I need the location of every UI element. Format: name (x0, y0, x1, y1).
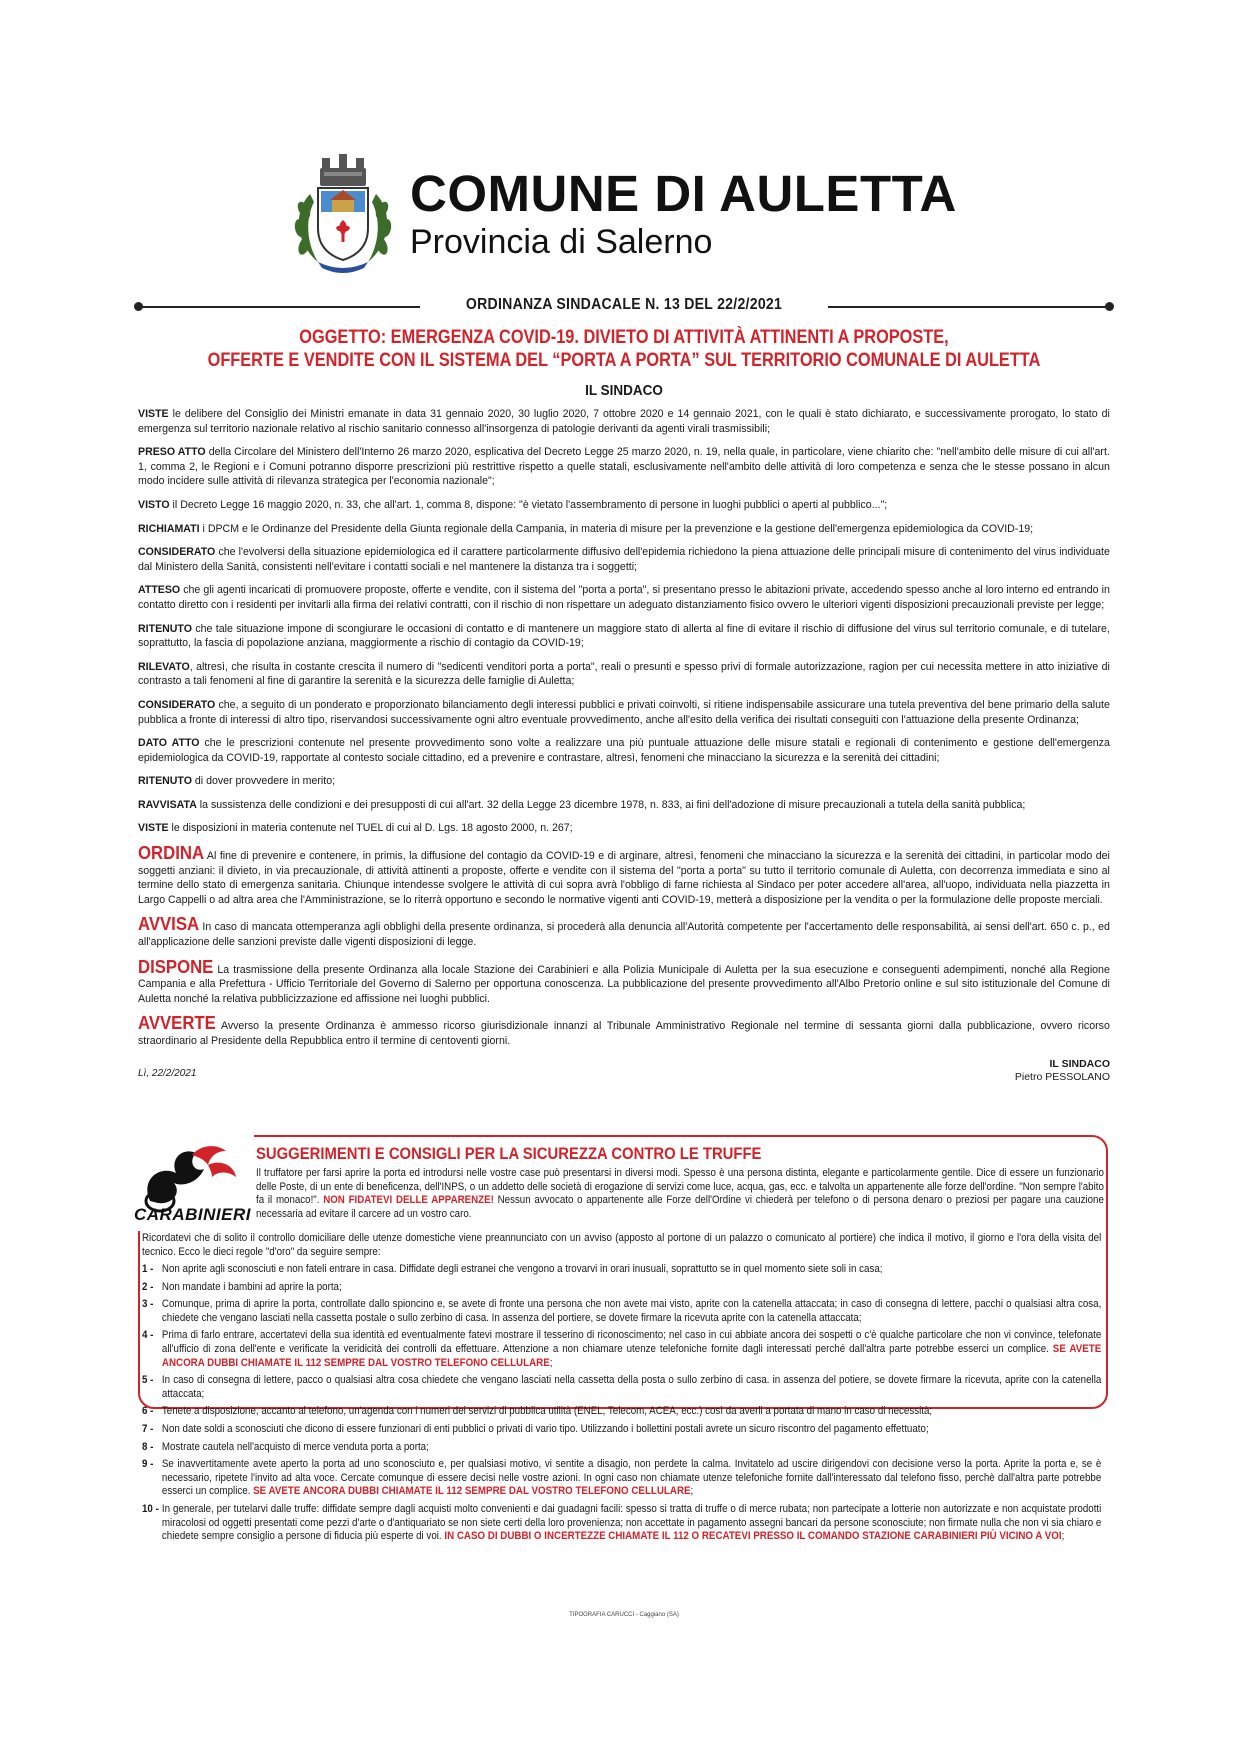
premise-paragraph: CONSIDERATO che, a seguito di un ponderato e proporzionato bilanciamento degli interessi pubblici e privati coinvolti, si ritiene indispensabile assicurare una tutela preventiva del bene primario della salute pubblica a fronte di interessi di altro tipo, riservandosi successivamente ogni altro eventuale provvedimento, anche all'esito della verifica dei risultati conseguiti con l'attuazione della presente Ordinanza; (138, 698, 1110, 726)
premise-paragraph: VISTE le delibere del Consiglio dei Ministri emanate in data 31 gennaio 2020, 30 luglio 2020, 7 ottobre 2020 e 14 gennaio 2021, con le quali è stato dichiarato, e successivamente prorogato, lo stato di emergenza sul territorio nazionale relativo al rischio sanitario connesso all'insorgenza di patologie derivanti da agenti virali trasmissibili; (138, 408, 1110, 435)
premise-paragraph: ATTESO che gli agenti incaricati di promuovere proposte, offerte e vendite, con il sistema del "porta a porta", si presentano presso le abitazioni private, accedendo spesso anche al loro interno ed entrando in contatto diretto con i residenti per invitarli alla firma dei relativi contratti, con il rischio di non rispettare un adeguato distanziamento fisico ovvero le ulteriori vigenti disposizioni precauzionali previste per legge; (138, 584, 1110, 611)
subject (206, 326, 1042, 372)
premise-paragraph: VISTO il Decreto Legge 16 maggio 2020, n. 33, che all'art. 1, comma 8, dispone: "è vietato l'assembramento di persone in luoghi pubblici o aperti al pubblico..."; (138, 498, 888, 511)
ordinance-number-line (138, 296, 1110, 318)
premise-paragraph: RICHIAMATI i DPCM e le Ordinanze del Presidente della Giunta regionale della Campania, in materia di misure per la prevenzione e la gestione dell'emergenza epidemiologica da COVID-19; (138, 522, 1034, 535)
premise-paragraph: VISTE le disposizioni in materia contenute nel TUEL di cui al D. Lgs. 18 agosto 2000, n. 267; (138, 822, 573, 835)
title-block (410, 165, 957, 261)
golden-rules-list (142, 1263, 1101, 1548)
order-avvisa: AVVISA In caso di mancata ottemperanza agli obblighi della presente ordinanza, si procederà alla denuncia all'Autorità competente per l'accertamento delle responsabilità, ai sensi dell'art. 650 c. p., ed all'applicazione delle sanzioni previste dalle vigenti disposizioni di legge. (138, 914, 1110, 949)
divider-dot-left (134, 302, 143, 311)
advice-intro: Il truffatore per farsi aprire la porta ed introdursi nelle vostre case può presentarsi in diversi modi. Spesso è una persona distinta, elegante e particolarmente gentile. Dice di essere un funzionario delle Poste, di un ente di beneficenza, dell'INPS, o un addetto delle società di erogazione di servizi come luce, acqua, gas, ecc. e talvolta un appartenente alle forze dell'ordine. "Non sempre l'abito fa il monaco!". NON FIDATEVI DELLE APPARENZE! Nessun avvocato o appartenente alle Forze dell'Ordine vi chiederà per telefono o di persona denaro o preziosi per pagare una cauzione necessaria ad evitare il carcere ad un vostro caro. (256, 1167, 1104, 1220)
anti-fraud-advice-box (134, 1135, 1106, 1543)
signature-name: Pietro PESSOLANO (1014, 1070, 1110, 1083)
order-ordina: ORDINA Al fine di prevenire e contenere, in primis, la diffusione del contagio da COVID-19 e di arginare, altresì, fenomeni che minacciano la sicurezza e la serenità dei cittadini, in particolar modo dei soggetti anziani: il divieto, in via precauzionale, di attività attinenti a proposte, offerte e vendite con il sistema del "porta a porta" su tutto il territorio comunale di Auletta, con decorrenza immediata e sino al termine dello stato di emergenza sanitaria. Chiunque intendesse svolgere le attività di cui sopra avrà l'obbligo di farne richiesta al Sindaco per poter accedere all'area, all'uopo, individuata nella piazzetta in Largo Cappelli o ad altra area che l'Amministrazione, se lo riterrà opportuno e secondo le normative vigenti anti COVID-19, metterà a disposizione per la vendita o per la formulazione delle proposte merciali. (138, 843, 1110, 906)
subject-line-2: OFFERTE E VENDITE CON IL SISTEMA DEL “PORTA A PORTA” SUL TERRITORIO COMUNALE DI AULETTA (207, 350, 1041, 371)
list-item: 10 - In generale, per tutelarvi dalle truffe: diffidate sempre dagli acquisti molto convenienti e dai guadagni facili: spesso si tratta di truffe o di merce rubata; non partecipate a lotterie non autorizzate e non acquistate prodotti miracolosi od oggetti presentati come pezzi d'arte o d'antiquariato se non siete certi della loro provenienza; non accettate in pagamento assegni bancari da persone sconosciute; non firmate nulla che non vi sia chiaro e chiedete sempre consiglio a persone di fiducia più esperte di voi. IN CASO DI DUBBI O INCERTEZZE CHIAMATE IL 112 O RECATEVI PRESSO IL COMANDO STAZIONE CARABINIERI PIÙ VICINO A VOI; (142, 1502, 1102, 1543)
header (138, 150, 1110, 300)
list-item: 3 - Comunque, prima di aprire la porta, controllate dallo spioncino e, se avete di fronte una persona che non avete mai visto, aprite con la catenella attaccata; in caso di consegna di lettere, pacchi o qualsiasi altra cosa, chiedete che vengano lasciati nella cassetta postale o sullo zerbino di casa. In assenza del portiere, se dovete firmare la ricevuta aprite con la catenella attaccata; (142, 1298, 1102, 1324)
premise-paragraph: RAVVISATA la sussistenza delle condizioni e dei presupposti di cui all'art. 32 della Legge 23 dicembre 1978, n. 833, ai fini dell'adozione di misure precauzionali a tutela della sanità pubblica; (138, 798, 1026, 811)
order-dispone: DISPONE La trasmissione della presente Ordinanza alla locale Stazione dei Carabinieri e alla Polizia Municipale di Auletta per la sua esecuzione e conseguenti adempimenti, nonché alla Regione Campania e alla Prefettura - Ufficio Territoriale del Governo di Salerno per opportuna conoscenza. La pubblicazione del presente provvedimento all'Albo Pretorio online e sul sito istituzionale del Comune di Auletta nonché la relativa pubblicizzazione ed affissione nei luoghi pubblici. (138, 956, 1110, 1005)
premise-paragraph: DATO ATTO che le prescrizioni contenute nel presente provvedimento sono volte a realizzare una più puntuale attuazione delle misure statali e regionali di contenimento e gestione dell'emergenza epidemiologica da COVID-19, rapportate al contesto sociale cittadino, ed a prevenire e contrastare, altresì, fenomeni che minacciano la sicurezza e la serenità dei cittadini; (138, 737, 1110, 764)
municipal-crest-icon (288, 150, 398, 278)
carabinieri-logo-text: CARABINIERI (134, 1205, 251, 1224)
list-item: 7 - Non date soldi a sconosciuti che dicono di essere funzionari di enti pubblici o privati di vario tipo. Utilizzando i bollettini postali avrete un sicuro riscontro del pagamento effettuato; (142, 1422, 929, 1435)
signature-date: Lì, 22/2/2021 (138, 1067, 197, 1079)
page-title: COMUNE DI AULETTA (410, 165, 957, 222)
signature-row (138, 1058, 1110, 1086)
premise-paragraph: PRESO ATTO della Circolare del Ministero dell'Interno 26 marzo 2020, esplicativa del Decreto Legge 25 marzo 2020, n. 19, nella quale, in particolare, viene chiarito che: "nell'ambito delle misure di cui all'art. 1, comma 2, le Regioni e i Comuni potranno disporre prescrizioni più restrittive rispetto a quelle statali, esclusivamente nell'ambito delle attività di loro competenza e senza che le stesse possano in alcun modo incidere sulle attività di rilevanza strategica per l'economia nazionale"; (138, 446, 1110, 488)
ordinance-page (134, 150, 1110, 1618)
divider-dot-right (1105, 302, 1114, 311)
order-avverte: AVVERTE Avverso la presente Ordinanza è ammesso ricorso giurisdizionale innanzi al Tribunale Amministrativo Regionale nel termine di sessanta giorni dalla pubblicazione, ovvero ricorso straordinario al Presidente della Repubblica entro il termine di centoventi giorni. (138, 1013, 1110, 1047)
premise-paragraph: CONSIDERATO che l'evolversi della situazione epidemiologica ed il carattere particolarmente diffusivo dell'epidemia richiedono la piena attuazione delle principali misure di contenimento del virus individuate dal Ministero della Sanità, consistenti nell'evitare i contatti sociali e nel mantenere la distanza tra i soggetti; (138, 546, 1110, 573)
subject-line-1: OGGETTO: EMERGENZA COVID-19. DIVIETO DI ATTIVITÀ ATTINENTI A PROPOSTE, (299, 327, 949, 348)
signature-title: IL SINDACO (1049, 1057, 1110, 1070)
list-item: 5 - In caso di consegna di lettere, pacco o qualsiasi altra cosa chiedete che vengano lasciati nella cassetta della posta o sullo zerbino di casa. in assenza del potiere, se dovete firmare la ricevuta, aprite con la catenella attaccata; (142, 1374, 1102, 1400)
list-item: 1 - Non aprite agli sconosciuti e non fateli entrare in casa. Diffidate degli estranei che vengono a trovarvi in orari inusuali, soprattutto se in quel momento siete soli in casa; (142, 1263, 883, 1275)
premise-paragraph: RITENUTO di dover provvedere in merito; (138, 775, 336, 788)
premise-paragraph: RITENUTO che tale situazione impone di scongiurare le occasioni di contatto e di mantenere un maggiore stato di allerta al fine di evitare il rischio di diffusione del virus sul territorio comunale, e di tutelare, soprattutto, la fascia di popolazione anziana, maggiormente a rischio di contagio da COVID-19; (138, 622, 1110, 650)
advice-title: SUGGERIMENTI E CONSIGLI PER LA SICUREZZA CONTRO LE TRUFFE (256, 1145, 762, 1163)
advice-preamble: Ricordatevi che di solito il controllo domiciliare delle utenze domestiche viene preannunciato con un avviso (apposto al portone di un palazzo o comunicato al portiere) che indica il motivo, il giorno e l'ora della visita del tecnico. Ecco le dieci regole "d'oro" da seguire sempre: (142, 1232, 1102, 1258)
divider-right (828, 306, 1110, 308)
page-subtitle: Provincia di Salerno (410, 223, 713, 261)
list-item: 6 - Tenete a disposizione, accanto al telefono, un'agenda con i numeri dei servizi di pubblica utilità (ENEL, Telecom, ACEA, ecc.) così da averli a portata di mano in caso di necessità; (142, 1405, 933, 1418)
list-item: 2 - Non mandate i bambini ad aprire la porta; (142, 1280, 342, 1293)
premise-paragraph: RILEVATO, altresì, che risulta in costante crescita il numero di "sedicenti venditori porta a porta", reali o presunti e spesso privi di formale autorizzazione, ragion per cui necessita mettere in atto iniziative di contrasto a tali fenomeni al fine di garantire la serenità e la sicurezza delle famiglie di Auletta; (138, 660, 1110, 688)
list-item: 9 - Se inavvertitamente avete aperto la porta ad uno sconosciuto e, per qualsiasi motivo, vi sentite a disagio, non perdete la calma. Invitatelo ad uscire dirigendovi con decisione verso la porta. Aprite la porta e, se è necessario, ripetete l'invito ad alta voce. Cercate comunque di essere decisi nelle vostre azioni. In ogni caso non chiamate utenze telefoniche fornite dall'interessato dal telefono fisso, perchè dall'altra parte potrebbe esserci un complice. SE AVETE ANCORA DUBBI CHIAMATE IL 112 SEMPRE DAL VOSTRO TELEFONO CELLULARE; (142, 1458, 1102, 1498)
ordinance-number: ORDINANZA SINDACALE N. 13 DEL 22/2/2021 (465, 296, 783, 313)
list-item: 8 - Mostrate cautela nell'acquisto di merce venduta porta a porta; (142, 1440, 429, 1453)
printer-footer: TIPOGRAFIA CARUCCI - Caggiano (SA) (569, 1612, 679, 1618)
premises (138, 407, 1110, 1049)
list-item: 4 - Prima di farlo entrare, accertatevi della sua identità ed eventualmente fatevi mostrare il tesserino di riconoscimento; nel caso in cui abbiate ancora dei sospetti o c'è qualche particolare che non vi convince, telefonate all'ufficio di zona dell'ente e verificate la veridicità dei controlli da effettuare. Attenzione a non chiamare utenze telefoniche fornite dagli interessati perché dall'altra parte potrebbe esserci un complice. SE AVETE ANCORA DUBBI CHIAMATE IL 112 SEMPRE DAL VOSTRO TELEFONO CELLULARE; (142, 1329, 1102, 1369)
signature-block (1015, 1058, 1110, 1084)
sindaco-heading: IL SINDACO (585, 382, 663, 399)
